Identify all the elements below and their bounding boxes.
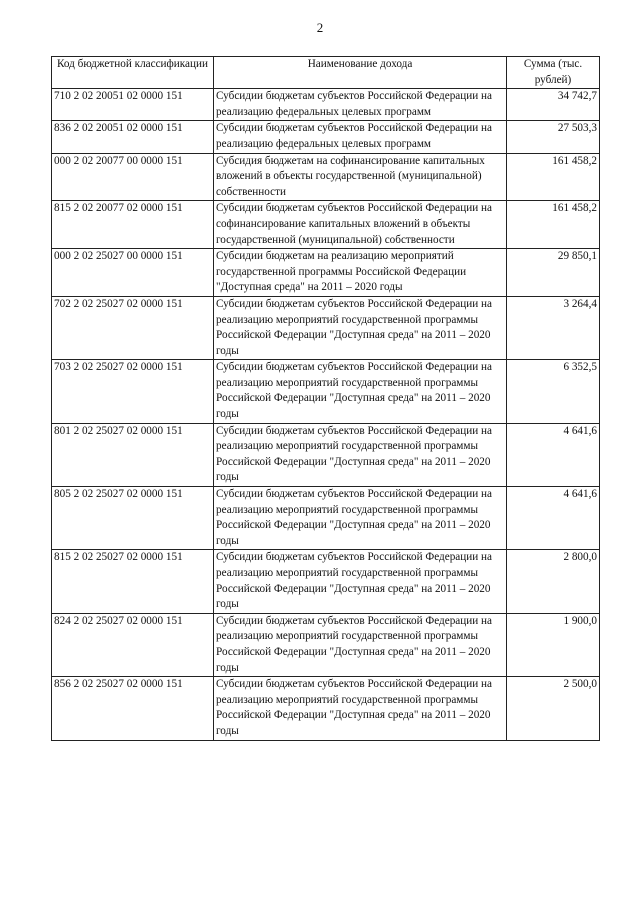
table-row: [52, 613, 600, 676]
sum-cell: 4 641,6: [507, 423, 600, 486]
name-cell: Субсидии бюджетам на реализацию мероприятий государственной программы Российской Федерации "Доступная среда" на 2011 – 2020 годы: [214, 249, 507, 297]
table-row: [52, 360, 600, 423]
header-code: Код бюджетной классификации: [52, 57, 214, 89]
table-header-row: [52, 57, 600, 89]
code-cell: 710 2 02 20051 02 0000 151: [52, 89, 214, 121]
table-row: [52, 153, 600, 201]
code-cell: 836 2 02 20051 02 0000 151: [52, 121, 214, 153]
table-row: [52, 487, 600, 550]
table-body: [52, 89, 600, 740]
sum-cell: 161 458,2: [507, 201, 600, 249]
page-number: 2: [316, 20, 324, 35]
table-row: [52, 296, 600, 359]
header-sum: Сумма (тыс. рублей): [507, 57, 600, 89]
name-cell: Субсидии бюджетам субъектов Российской Федерации на реализацию мероприятий государственной программы Российской Федерации "Доступная среда" на 2011 – 2020 годы: [214, 677, 507, 740]
budget-revenue-table: [51, 56, 600, 741]
code-cell: 805 2 02 25027 02 0000 151: [52, 487, 214, 550]
table-row: [52, 201, 600, 249]
sum-cell: 27 503,3: [507, 121, 600, 153]
code-cell: 824 2 02 25027 02 0000 151: [52, 613, 214, 676]
sum-cell: 3 264,4: [507, 296, 600, 359]
sum-cell: 4 641,6: [507, 487, 600, 550]
sum-cell: 29 850,1: [507, 249, 600, 297]
code-cell: 703 2 02 25027 02 0000 151: [52, 360, 214, 423]
sum-cell: 1 900,0: [507, 613, 600, 676]
sum-cell: 6 352,5: [507, 360, 600, 423]
name-cell: Субсидии бюджетам субъектов Российской Федерации на реализацию федеральных целевых программ: [214, 121, 507, 153]
name-cell: Субсидии бюджетам субъектов Российской Федерации на софинансирование капитальных вложений в объекты государственной (муниципальной) собственности: [214, 201, 507, 249]
table-row: [52, 423, 600, 486]
table-row: [52, 89, 600, 121]
table-row: [52, 550, 600, 613]
code-cell: 815 2 02 25027 02 0000 151: [52, 550, 214, 613]
header-name: Наименование дохода: [214, 57, 507, 89]
code-cell: 815 2 02 20077 02 0000 151: [52, 201, 214, 249]
sum-cell: 2 500,0: [507, 677, 600, 740]
table-row: [52, 677, 600, 740]
code-cell: 000 2 02 25027 00 0000 151: [52, 249, 214, 297]
table-row: [52, 249, 600, 297]
name-cell: Субсидии бюджетам субъектов Российской Федерации на реализацию федеральных целевых программ: [214, 89, 507, 121]
name-cell: Субсидии бюджетам субъектов Российской Федерации на реализацию мероприятий государственной программы Российской Федерации "Доступная среда" на 2011 – 2020 годы: [214, 296, 507, 359]
code-cell: 702 2 02 25027 02 0000 151: [52, 296, 214, 359]
name-cell: Субсидии бюджетам субъектов Российской Федерации на реализацию мероприятий государственной программы Российской Федерации "Доступная среда" на 2011 – 2020 годы: [214, 550, 507, 613]
sum-cell: 161 458,2: [507, 153, 600, 201]
code-cell: 000 2 02 20077 00 0000 151: [52, 153, 214, 201]
sum-cell: 2 800,0: [507, 550, 600, 613]
sum-cell: 34 742,7: [507, 89, 600, 121]
name-cell: Субсидия бюджетам на софинансирование капитальных вложений в объекты государственной (муниципальной) собственности: [214, 153, 507, 201]
code-cell: 856 2 02 25027 02 0000 151: [52, 677, 214, 740]
name-cell: Субсидии бюджетам субъектов Российской Федерации на реализацию мероприятий государственной программы Российской Федерации "Доступная среда" на 2011 – 2020 годы: [214, 423, 507, 486]
name-cell: Субсидии бюджетам субъектов Российской Федерации на реализацию мероприятий государственной программы Российской Федерации "Доступная среда" на 2011 – 2020 годы: [214, 360, 507, 423]
name-cell: Субсидии бюджетам субъектов Российской Федерации на реализацию мероприятий государственной программы Российской Федерации "Доступная среда" на 2011 – 2020 годы: [214, 613, 507, 676]
name-cell: Субсидии бюджетам субъектов Российской Федерации на реализацию мероприятий государственной программы Российской Федерации "Доступная среда" на 2011 – 2020 годы: [214, 487, 507, 550]
table-row: [52, 121, 600, 153]
code-cell: 801 2 02 25027 02 0000 151: [52, 423, 214, 486]
